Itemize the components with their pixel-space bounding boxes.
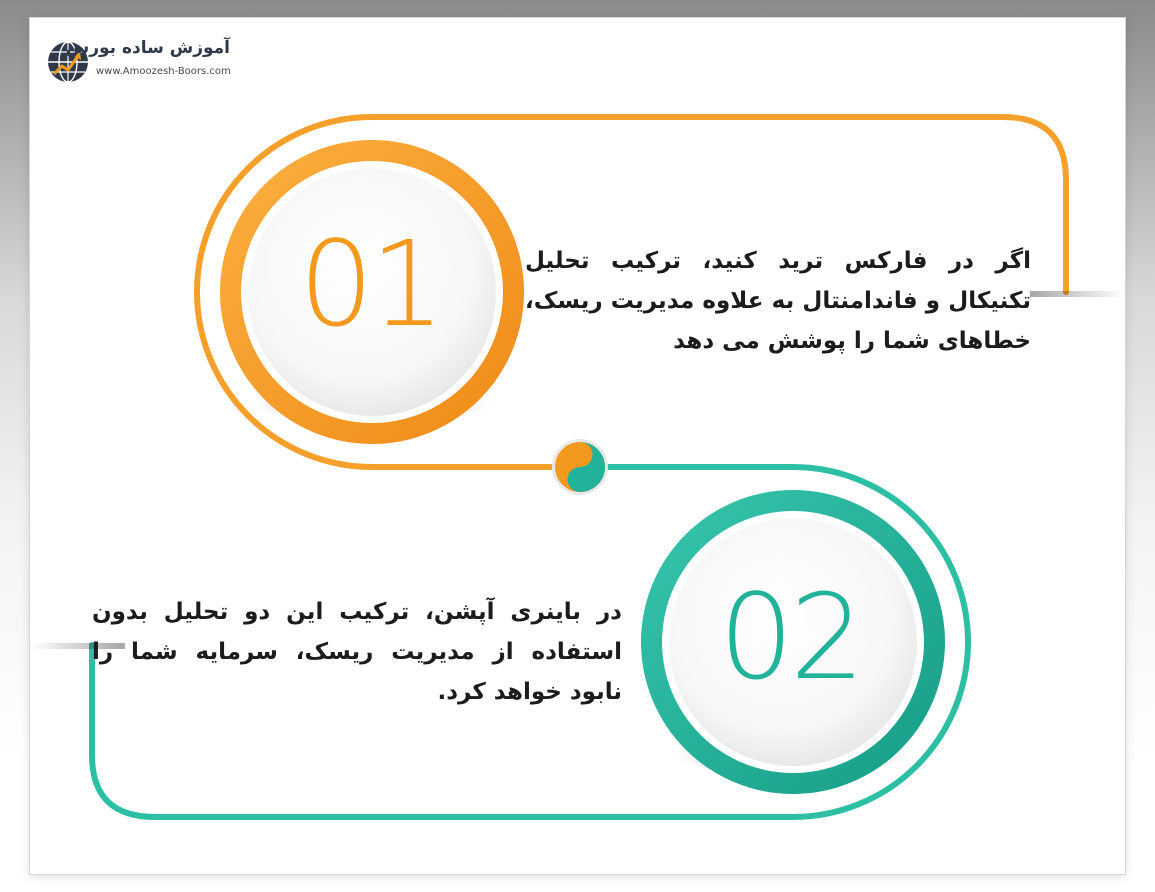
brand-logo[interactable] <box>46 40 236 88</box>
brand-name: آموزش ساده بورس <box>65 38 230 58</box>
step-text-02: در باینری آپشن، ترکیب این دو تحلیل بدون استفاده از مدیریت ریسک، سرمایه شما را نابود خواهد کرد. <box>92 599 622 705</box>
step-number-02: 02 <box>718 568 862 706</box>
brand-url: www.Amoozesh-Boors.com <box>96 66 231 77</box>
yin-yang-connector <box>552 439 608 495</box>
step-number-01: 01 <box>298 215 442 353</box>
right-shadow-streak <box>1030 291 1125 297</box>
step-text-01: اگر در فارکس ترید کنید، ترکیب تحلیل تکنیکال و فاندامنتال به علاوه مدیریت ریسک، خطاهای شما را پوشش می دهد <box>525 248 1031 354</box>
